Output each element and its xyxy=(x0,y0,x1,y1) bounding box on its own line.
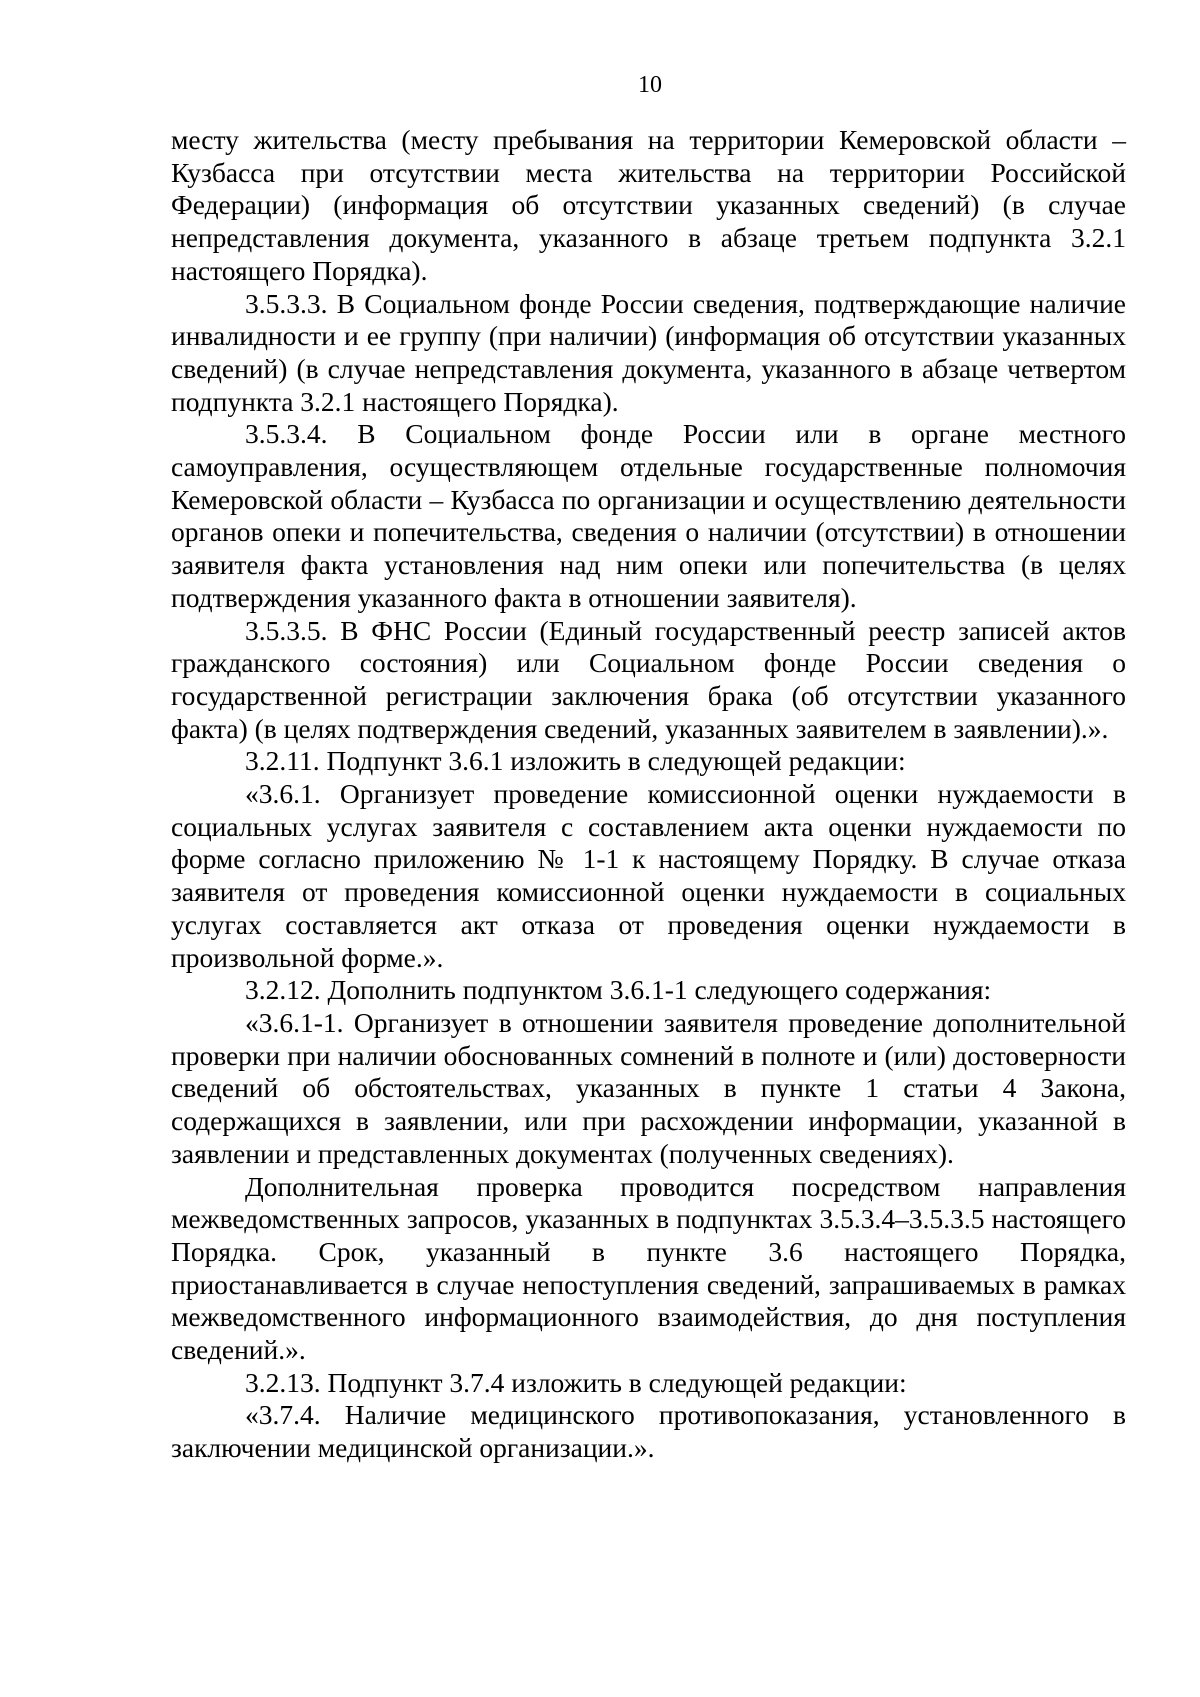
paragraph-3-2-11: 3.2.11. Подпункт 3.6.1 изложить в следующей редакции: xyxy=(245,745,906,777)
page-number: 10 xyxy=(638,72,662,98)
paragraph-3-5-3-4: 3.5.3.4. В Социальном фонде России или в органе местного самоуправления, осуществляющем отдельные государственные полномочия Кемеровской области – Кузбасса по организации и осуществлению деятельности органов опеки и попечительства, сведения о наличии (отсутствии) в отношении заявителя факта установления над ним опеки или попечительства (в целях подтверждения указанного факта в отношении заявителя). xyxy=(171,418,1126,613)
paragraph-3-2-12: 3.2.12. Дополнить подпунктом 3.6.1-1 следующего содержания: xyxy=(245,974,992,1006)
paragraph-continuation: месту жительства (месту пребывания на территории Кемеровской области – Кузбасса при отсутствии места жительства на территории Российской Федерации) (информация об отсутствии указанных сведений) (в случае непредставления документа, указанного в абзаце третьем подпункта 3.2.1 настоящего Порядка). xyxy=(171,124,1126,286)
paragraph-3-6-1: «3.6.1. Организует проведение комиссионной оценки нуждаемости в социальных услугах заявителя с составлением акта оценки нуждаемости по форме согласно приложению № 1-1 к настоящему Порядку. В случае отказа заявителя от проведения комиссионной оценки нуждаемости в социальных услугах составляется акт отказа от проведения оценки нуждаемости в произвольной форме.». xyxy=(171,778,1126,973)
paragraph-3-6-1-1: «3.6.1-1. Организует в отношении заявителя проведение дополнительной проверки при наличии обоснованных сомнений в полноте и (или) достоверности сведений об обстоятельствах, указанных в пункте 1 статьи 4 Закона, содержащихся в заявлении, или при расхождении информации, указанной в заявлении и представленных документах (полученных сведениях). xyxy=(171,1006,1126,1169)
document-body xyxy=(171,124,1126,1465)
paragraph-additional-check: Дополнительная проверка проводится посредством направления межведомственных запросов, указанных в подпунктах 3.5.3.4–3.5.3.5 настоящего Порядка. Срок, указанный в пункте 3.6 настоящего Порядка, приостанавливается в случае непоступления сведений, запрашиваемых в рамках межведомственного информационного взаимодействия, до дня поступления сведений.». xyxy=(171,1170,1126,1366)
paragraph-3-5-3-3: 3.5.3.3. В Социальном фонде России сведения, подтверждающие наличие инвалидности и ее группу (при наличии) (информация об отсутствии указанных сведений) (в случае непредставления документа, указанного в абзаце четвертом подпункта 3.2.1 настоящего Порядка). xyxy=(171,287,1126,417)
paragraph-3-5-3-5: 3.5.3.5. В ФНС России (Единый государственный реестр записей актов гражданского состояния) или Социальном фонде России сведения о государственной регистрации заключения брака (об отсутствии указанного факта) (в целях подтверждения сведений, указанных заявителем в заявлении).». xyxy=(171,614,1126,744)
paragraph-3-2-13: 3.2.13. Подпункт 3.7.4 изложить в следующей редакции: xyxy=(245,1366,907,1398)
paragraph-3-7-4: «3.7.4. Наличие медицинского противопоказания, установленного в заключении медицинской организации.». xyxy=(171,1399,1126,1464)
